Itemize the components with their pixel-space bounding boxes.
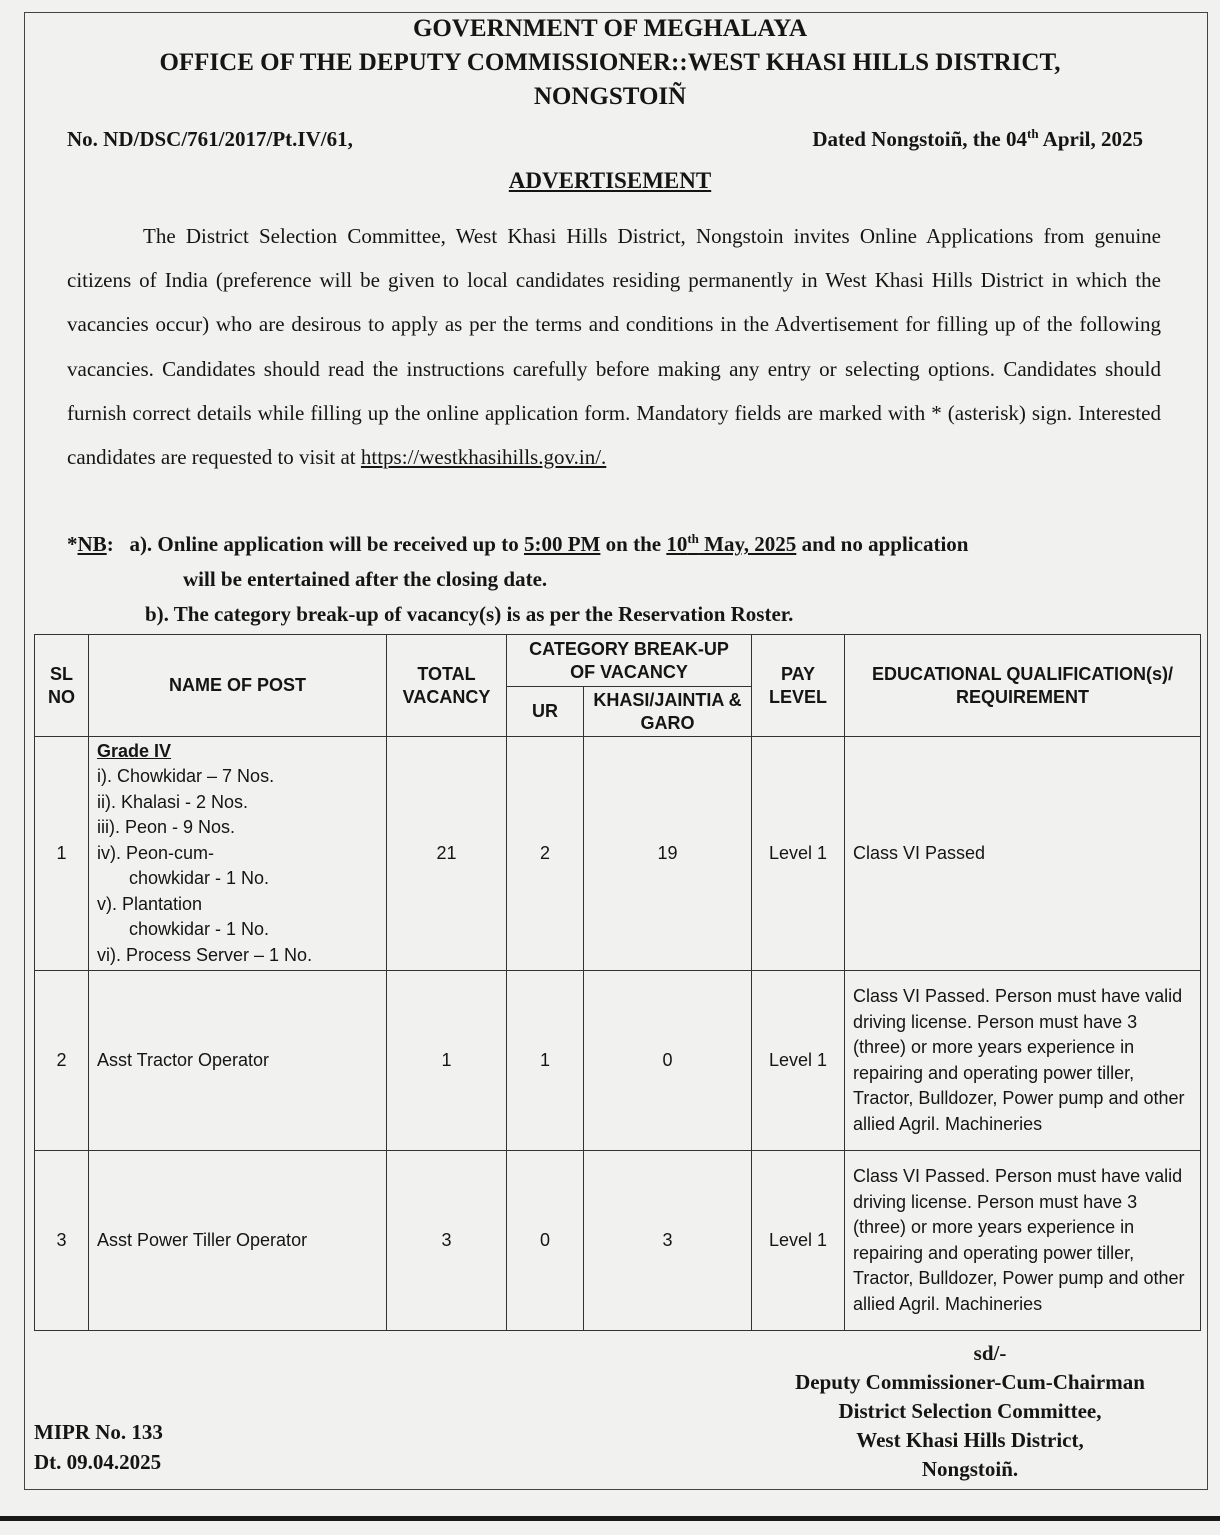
reference-number: No. ND/DSC/761/2017/Pt.IV/61, xyxy=(67,127,353,151)
office-title: OFFICE OF THE DEPUTY COMMISSIONER::WEST KHASI HILLS DISTRICT, xyxy=(159,49,1061,76)
advertisement-body xyxy=(67,214,1161,479)
header-qualification: EDUCATIONAL QUALIFICATION(s)/ REQUIREMENT xyxy=(845,635,1201,737)
mipr-number: MIPR No. 133 xyxy=(34,1420,163,1444)
header-name-of-post: NAME OF POST xyxy=(89,635,387,737)
table-row xyxy=(35,737,1201,971)
row-ur: 1 xyxy=(507,971,584,1151)
office-location: NONGSTOIÑ xyxy=(533,83,687,110)
mipr-date: Dt. 09.04.2025 xyxy=(34,1450,162,1474)
row-pay: Level 1 xyxy=(752,971,845,1151)
nb-note-a-continued: will be entertained after the closing date. xyxy=(183,567,548,591)
row-qualification: Class VI Passed xyxy=(845,737,1201,971)
header-total-vacancy: TOTAL VACANCY xyxy=(387,635,507,737)
row-sl: 3 xyxy=(35,1151,89,1331)
body-text: The District Selection Committee, West Khasi Hills District, Nongstoin invites Online Applications from genuine citizens of India (preference will be given to local candidates residing permanently in West Khasi Hills District in which the vacancies occur) who are desirous to apply as per the terms and conditions in the Advertisement for filling up of the following vacancies. Candidates should read the instructions carefully before making any entry or selecting options. Candidates should furnish correct details while filling up the online application form. Mandatory fields are marked with * (asterisk) sign. Interested candidates are requested to visit at xyxy=(67,224,1161,470)
signature-committee: District Selection Committee, xyxy=(838,1399,1102,1423)
row-qualification: Class VI Passed. Person must have valid driving license. Person must have 3 (three) or more years experience in repairing and operating power tiller, Tractor, Bulldozer, Power pump and other allied Agril. Machineries xyxy=(845,971,1201,1151)
nb-note-b: b). The category break-up of vacancy(s) is as per the Reservation Roster. xyxy=(145,602,794,626)
header-khasi: KHASI/JAINTIA & GARO xyxy=(584,687,752,737)
reference-date: Dated Nongstoiñ, the 04th April, 2025 xyxy=(812,126,1143,151)
row-ur: 0 xyxy=(507,1151,584,1331)
advertisement-title: ADVERTISEMENT xyxy=(508,168,712,193)
row-sl: 2 xyxy=(35,971,89,1151)
table-row xyxy=(35,971,1201,1151)
row-khasi: 0 xyxy=(584,971,752,1151)
signature-district: West Khasi Hills District, xyxy=(856,1428,1084,1452)
website-link[interactable]: https://westkhasihills.gov.in/. xyxy=(360,445,607,470)
signature-place: Nongstoiñ. xyxy=(921,1457,1019,1481)
row-sl: 1 xyxy=(35,737,89,971)
header-sl-no: SL NO xyxy=(35,635,89,737)
govt-title: GOVERNMENT OF MEGHALAYA xyxy=(412,15,808,42)
row-qualification: Class VI Passed. Person must have valid driving license. Person must have 3 (three) or more years experience in repairing and operating power tiller, Tractor, Bulldozer, Power pump and other allied Agril. Machineries xyxy=(845,1151,1201,1331)
row-ur: 2 xyxy=(507,737,584,971)
row-khasi: 3 xyxy=(584,1151,752,1331)
header-pay-level: PAY LEVEL xyxy=(752,635,845,737)
row-total: 3 xyxy=(387,1151,507,1331)
header-category: CATEGORY BREAK-UP OF VACANCY xyxy=(507,635,752,687)
signature-sd: sd/- xyxy=(973,1341,1007,1365)
row-total: 21 xyxy=(387,737,507,971)
row-post: Grade IV i). Chowkidar – 7 Nos. ii). Khalasi - 2 Nos. iii). Peon - 9 Nos. iv). Peon-cum- chowkidar - 1 No. v). Plantation chowkidar - 1 No. vi). Process Server – 1 No. xyxy=(89,737,387,971)
bottom-rule xyxy=(0,1516,1220,1521)
header-ur: UR xyxy=(507,687,584,737)
table-row xyxy=(35,1151,1201,1331)
vacancy-table xyxy=(34,634,1201,1331)
row-post: Asst Tractor Operator xyxy=(89,971,387,1151)
row-pay: Level 1 xyxy=(752,737,845,971)
signature-designation: Deputy Commissioner-Cum-Chairman xyxy=(795,1370,1145,1394)
row-total: 1 xyxy=(387,971,507,1151)
row-khasi: 19 xyxy=(584,737,752,971)
nb-note-a: *NB: a). Online application will be received up to 5:00 PM on the 10th May, 2025 and no application xyxy=(67,531,969,556)
row-post: Asst Power Tiller Operator xyxy=(89,1151,387,1331)
row-pay: Level 1 xyxy=(752,1151,845,1331)
